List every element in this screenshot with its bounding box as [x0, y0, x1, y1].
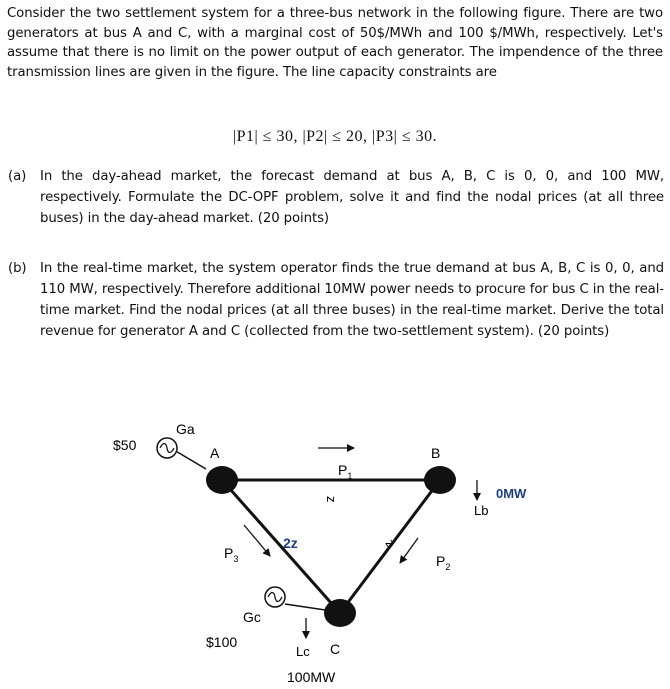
gen-a-connector [174, 450, 206, 469]
load-c-value: 100MW [287, 669, 336, 685]
bus-a-label: A [210, 445, 220, 461]
bus-c [324, 599, 356, 627]
p3-subscript: 3 [233, 554, 239, 564]
part-a [8, 166, 664, 229]
bus-c-label: C [330, 641, 341, 657]
load-b-value: 0MW [496, 486, 527, 501]
p3-label [224, 545, 238, 564]
p2-label [436, 553, 450, 572]
part-b-label: (b) [8, 261, 27, 276]
generator-c-icon [265, 587, 285, 607]
problem-statement: Consider the two settlement system for a three-bus network in the following figure. There are two generators at bus A and C, with a marginal cost of 50$/MWh and 100 $/MWh, respectively. Let's assume that there is no limit on the power output of each generator. The impendence of the three transmission lines are given in the figure. The line capacity constraints are [7, 6, 663, 80]
gen-c-cost: $100 [206, 634, 238, 650]
part-a-label: (a) [8, 169, 27, 184]
bus-b [424, 466, 456, 494]
part-a-text: In the day-ahead market, the forecast demand at bus A, B, C is 0, 0, and 100 MW, respectively. Formulate the DC-OPF problem, solve it and find the nodal prices (at all three buses) in the day-ahead market. (20 points) [40, 169, 664, 226]
gen-a-label: Ga [176, 421, 195, 437]
p2-symbol: P [436, 553, 446, 569]
part-b [8, 258, 664, 342]
bus-a [206, 466, 238, 494]
p1-subscript: 1 [347, 471, 353, 481]
impedance-ab: z [324, 496, 339, 503]
impedance-ac: 2z [283, 535, 298, 551]
generator-a-icon [157, 438, 177, 458]
gen-c-label: Gc [243, 609, 261, 625]
p3-symbol: P [224, 545, 234, 561]
p1-label [338, 462, 352, 481]
line-capacity-constraints: |P1| ≤ 30, |P2| ≤ 20, |P3| ≤ 30. [232, 128, 438, 145]
load-b-label: Lb [474, 503, 489, 518]
impedance-bc: z [382, 536, 399, 551]
bus-b-label: B [431, 445, 441, 461]
p2-subscript: 2 [445, 562, 451, 572]
p1-symbol: P [338, 462, 348, 478]
gen-a-cost: $50 [113, 437, 137, 453]
flow-arrow-p2 [400, 538, 418, 563]
three-bus-network-diagram [0, 400, 670, 689]
load-c-label: Lc [296, 644, 310, 659]
part-b-text: In the real-time market, the system operator finds the true demand at bus A, B, C is 0, 0, and 110 MW, respectively. Therefore additional 10MW power needs to procure for bus C in the real-time market. Find the nodal prices (at all three buses) in the real-time market. Derive the total revenue for generator A and C (collected from the two-settlement system). (20 points) [40, 261, 664, 339]
